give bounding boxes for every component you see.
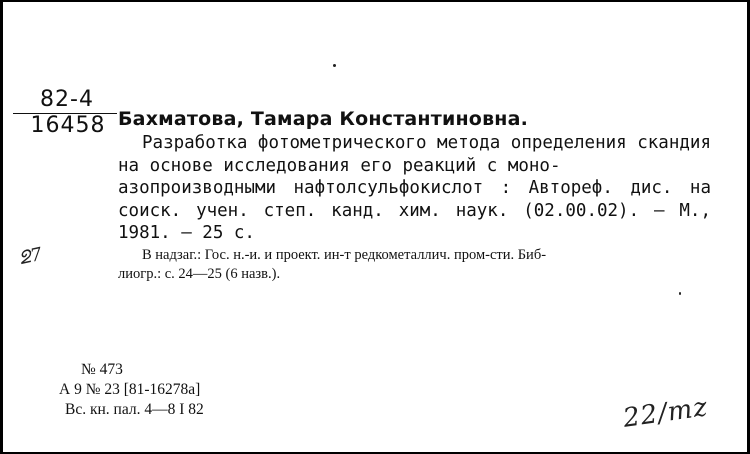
- speck-mark: [333, 64, 336, 67]
- call-number: [17, 88, 113, 138]
- handwritten-margin-mark: ᘖ7: [17, 243, 45, 270]
- registration-number: № 473: [81, 361, 123, 378]
- bibliographic-description: Разработка фотометрического метода определения скандия на основе исследования его реакций с моно- азопроизводными нафтолсульфокислот : Автореф. дис. на соиск. учен. степ. канд. хим. наук. (02.00.02). — М., 1981. — 25 с.: [118, 133, 711, 243]
- handwritten-signature: 22/mz: [621, 392, 710, 434]
- author-heading: Бахматова, Тамара Константиновна.: [118, 108, 529, 130]
- call-number-top: 82-4: [40, 87, 94, 112]
- registration-index: А 9 № 23 [81-16278а]: [59, 381, 201, 398]
- speck-mark: [679, 292, 681, 295]
- call-number-bottom: 16458: [30, 113, 106, 138]
- registration-chamber: Вс. кн. пал. 4—8 I 82: [65, 401, 204, 418]
- registration-block: [59, 360, 204, 420]
- bibliographic-note: В надзаг.: Гос. н.-и. и проект. ин-т редкометаллич. пром-сти. Биб- лиогр.: с. 24—25 (6 назв.).: [118, 247, 547, 282]
